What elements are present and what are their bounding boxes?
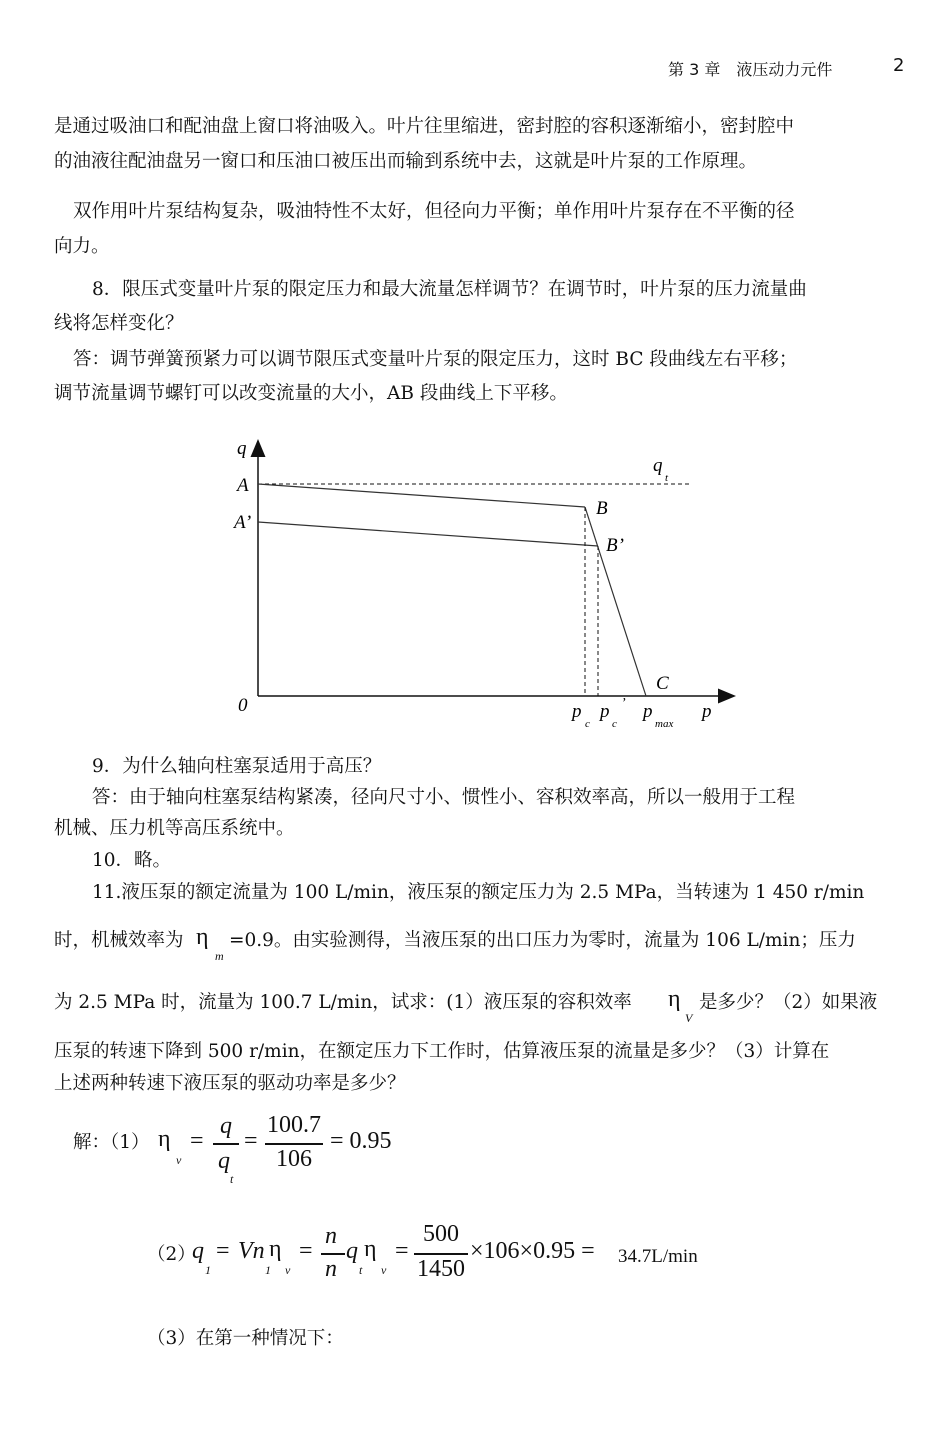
answer-8: 答：调节弹簧预紧力可以调节限压式变量叶片泵的限定压力，这时 BC 段曲线左右平移； [73, 349, 798, 370]
curve-AB [258, 484, 585, 507]
paragraph-line: 是通过吸油口和配油盘上窗口将油吸入。叶片往里缩进，密封腔的容积逐渐缩小，密封腔中 [54, 116, 795, 137]
formula1-eta-sub: v [176, 1153, 182, 1167]
formula2-den: 1450 [417, 1256, 465, 1282]
eta-sub-m: m [215, 949, 224, 963]
solution-1-label: 解：（1） [73, 1132, 150, 1153]
formula1-result: = 0.95 [330, 1128, 392, 1154]
formula2-bar-n [321, 1253, 345, 1255]
chapter-header: 第 3 章 液压动力元件 [668, 60, 833, 79]
formula2-tail: ×106×0.95 = [470, 1238, 595, 1264]
eta-sub-V: V [685, 1011, 693, 1025]
question-11-line3b: 是多少？（2）如果液 [699, 992, 878, 1013]
formula1-eta: η [158, 1126, 171, 1152]
paragraph-line: 向力。 [54, 236, 110, 257]
label-p: p [702, 701, 712, 722]
formula2-eq1: = [216, 1238, 230, 1264]
question-11-line4: 压泵的转速下降到 500 r/min，在额定压力下工作时，估算液压泵的流量是多少？（3）计算在 [54, 1041, 830, 1062]
paragraph-line: 的油液往配油盘另一窗口和压油口被压出而输到系统中去，这就是叶片泵的工作原理。 [54, 151, 758, 172]
formula2-q1: q [192, 1238, 204, 1264]
label-pc: p [572, 701, 582, 722]
formula1-eq2: = [244, 1128, 258, 1154]
formula1-qt: q [218, 1148, 230, 1174]
answer-9-cont: 机械、压力机等高压系统中。 [54, 818, 295, 839]
formula2-q-sub: t [359, 1263, 363, 1277]
answer-8-cont: 调节流量调节螺钉可以改变流量的大小，AB 段曲线上下平移。 [54, 383, 568, 404]
formula2-eta2: η [364, 1236, 377, 1262]
label-pmax: p [643, 701, 653, 722]
label-pc2: p [600, 701, 610, 722]
formula1-eq1: = [190, 1128, 204, 1154]
curve-A-prime-B-prime [258, 522, 598, 546]
formula2-eta1-sub: v [285, 1263, 291, 1277]
label-B-prime: B’ [606, 535, 624, 556]
formula2-num: 500 [423, 1221, 459, 1247]
formula1-bar1 [213, 1143, 239, 1145]
formula1-qt-sub: t [230, 1172, 234, 1186]
formula1-num: 100.7 [267, 1112, 321, 1138]
question-8: 8．限压式变量叶片泵的限定压力和最大流量怎样调节？在调节时，叶片泵的压力流量曲 [92, 279, 807, 300]
formula2-bar [414, 1253, 468, 1255]
label-pc-sub: c [585, 718, 590, 730]
formula1-bar2 [265, 1143, 323, 1145]
label-q: q [237, 438, 247, 459]
formula2-eta2-sub: v [381, 1263, 387, 1277]
formula2-q: q [346, 1238, 358, 1264]
formula2-Vn: Vn [238, 1238, 265, 1264]
formula2-result: 34.7L/min [618, 1246, 698, 1267]
label-B: B [596, 498, 608, 519]
paragraph-line: 双作用叶片泵结构复杂，吸油特性不太好，但径向力平衡；单作用叶片泵存在不平衡的径 [73, 201, 795, 222]
page-number: 2 [893, 55, 905, 76]
formula1-den: 106 [276, 1146, 312, 1172]
pressure-flow-diagram [225, 430, 745, 735]
label-qt: q [653, 455, 663, 476]
question-10: 10．略。 [92, 850, 172, 871]
question-11-line3a: 为 2.5 MPa 时，流量为 100.7 L/min，试求：(1）液压泵的容积效率 [54, 992, 632, 1013]
question-11-line2a: 时，机械效率为 [54, 930, 184, 951]
label-pc2-prime: ’ [621, 696, 626, 711]
formula2-eta1: η [269, 1236, 282, 1262]
formula2-eq3: = [395, 1238, 409, 1264]
formula2-n-num: n [325, 1223, 337, 1249]
question-11: 11.液压泵的额定流量为 100 L/min，液压泵的额定压力为 2.5 MPa，当转速为 1 450 r/min [92, 882, 865, 903]
formula2-n1-sub: 1 [265, 1263, 271, 1277]
eta-V-symbol: η [668, 986, 681, 1012]
label-qt-sub: t [665, 472, 669, 484]
label-pmax-sub: max [655, 718, 674, 730]
formula2-eq2: = [299, 1238, 313, 1264]
label-pc2-sub: c [612, 718, 617, 730]
label-A: A [237, 475, 249, 496]
question-8-cont: 线将怎样变化？ [54, 313, 184, 334]
formula1-q: q [220, 1113, 232, 1139]
solution-2-label: （2） [147, 1244, 196, 1265]
label-C: C [656, 673, 669, 694]
formula2-q1-sub: 1 [205, 1263, 211, 1277]
solution-3: （3）在第一种情况下： [147, 1328, 344, 1349]
label-A-prime: A’ [234, 512, 252, 533]
label-origin: 0 [238, 695, 248, 716]
formula2-n-den: n [325, 1256, 337, 1282]
question-11-line5: 上述两种转速下液压泵的驱动功率是多少？ [54, 1073, 406, 1094]
question-9: 9．为什么轴向柱塞泵适用于高压？ [92, 756, 382, 777]
eta-symbol: η [196, 924, 209, 950]
question-11-line2b: =0.9。由实验测得，当液压泵的出口压力为零时，流量为 106 L/min；压力 [229, 930, 856, 951]
answer-9: 答：由于轴向柱塞泵结构紧凑，径向尺寸小、惯性小、容积效率高，所以一般用于工程 [92, 787, 796, 808]
